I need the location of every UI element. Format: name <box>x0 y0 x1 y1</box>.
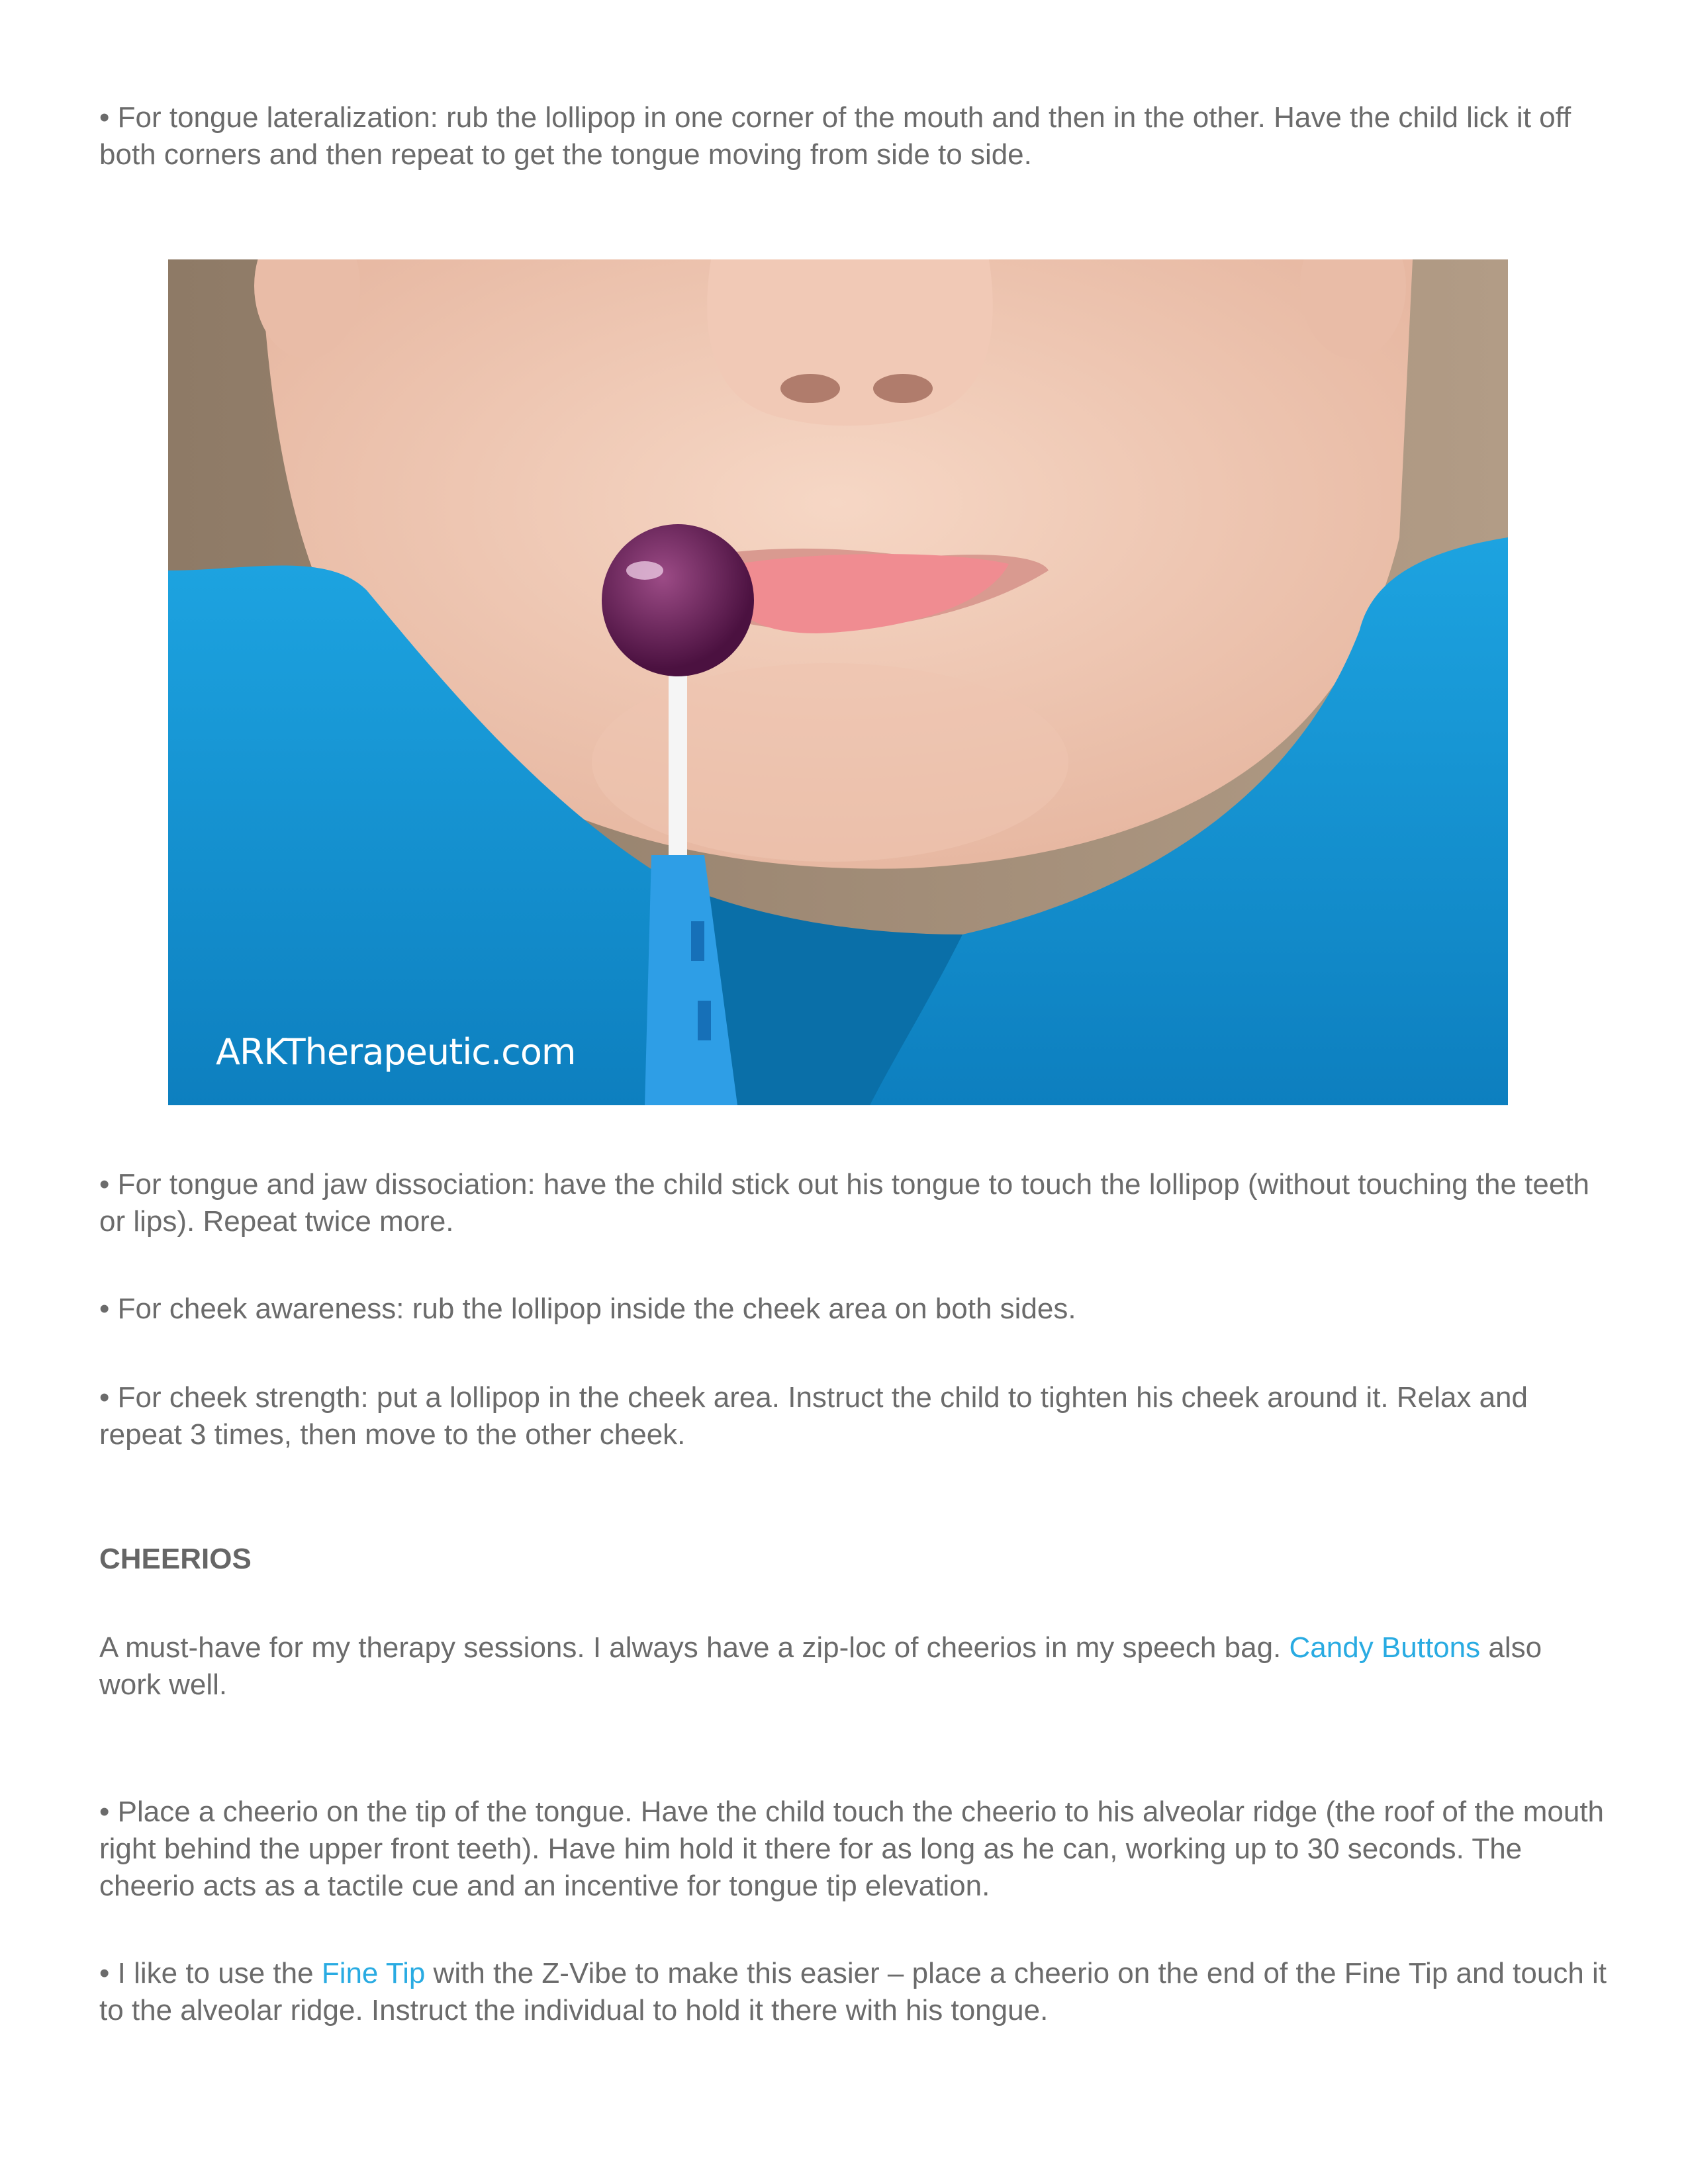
paragraph-cheek-strength: • For cheek strength: put a lollipop in the cheek area. Instruct the child to tighten his cheek around it. Relax and repeat 3 times, then move to the other cheek. <box>99 1381 1528 1451</box>
fine-tip-link[interactable]: Fine Tip <box>321 1957 426 1989</box>
paragraph-fine-tip <box>99 1955 1609 2029</box>
paragraph-cheek-awareness: • For cheek awareness: rub the lollipop inside the cheek area on both sides. <box>99 1293 1076 1325</box>
photo-watermark: ARKTherapeutic.com <box>216 1031 576 1073</box>
lollipop-photo <box>168 259 1508 1105</box>
cheerios-intro-text: A must-have for my therapy sessions. I always have a zip-loc of cheerios in my speech bag. <box>99 1631 1289 1664</box>
paragraph-tongue-lateralization: • For tongue lateralization: rub the lollipop in one corner of the mouth and then in the other. Have the child lick it off both corners and then repeat to get the tongue moving from side to side. <box>99 101 1571 171</box>
fine-tip-text-end: with the Z-Vibe to make this easier – place a cheerio on the end of the Fine Tip and touch it to the alveolar ridge. Instruct the individual to hold it there with his tongue. <box>99 1957 1607 2026</box>
heading-cheerios: CHEERIOS <box>99 1543 252 1575</box>
paragraph-cheerios-intro <box>99 1629 1609 1704</box>
paragraph-tongue-jaw-dissociation: • For tongue and jaw dissociation: have the child stick out his tongue to touch the lollipop (without touching the teeth or lips). Repeat twice more. <box>99 1168 1590 1238</box>
fine-tip-text-start: • I like to use the <box>99 1957 322 1989</box>
candy-buttons-link[interactable]: Candy Buttons <box>1289 1631 1481 1664</box>
cheerios-intro-end: also work well. <box>99 1631 1542 1701</box>
paragraph-tongue-tip-elevation: • Place a cheerio on the tip of the tongue. Have the child touch the cheerio to his alveolar ridge (the roof of the mouth right behind the upper front teeth). Have him hold it there for as long as he can, working up to 30 seconds. The cheerio acts as a tactile cue and an incentive for tongue tip elevation. <box>99 1796 1605 1902</box>
